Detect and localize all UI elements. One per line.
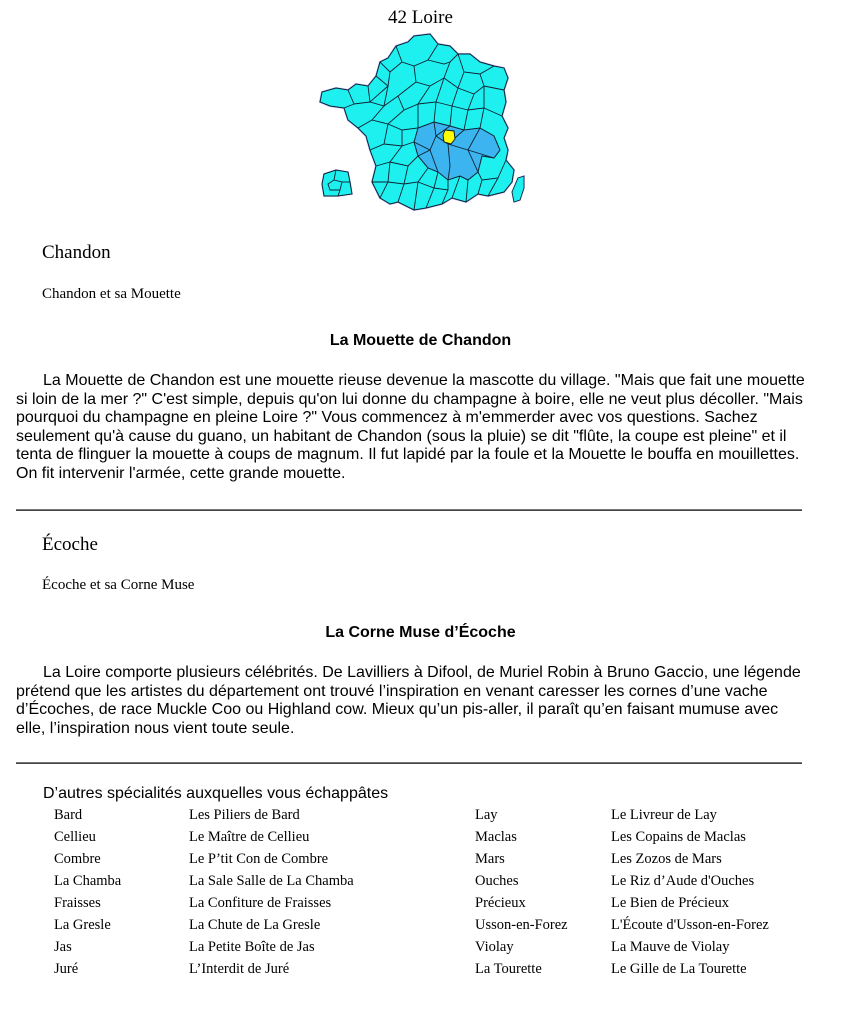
table-row — [0, 895, 841, 917]
speciality-name: La Sale Salle de La Chamba — [189, 873, 354, 889]
town-name: Juré — [54, 961, 79, 977]
speciality-name: Le Maître de Cellieu — [189, 829, 310, 845]
speciality-name: La Confiture de Fraisses — [189, 895, 332, 911]
speciality-name: Les Zozos de Mars — [611, 851, 722, 867]
town-name: La Tourette — [475, 961, 542, 977]
town-name: Usson-en-Forez — [475, 917, 568, 933]
table-row — [0, 851, 841, 873]
town-name: Cellieu — [54, 829, 96, 845]
town-subtitle-chandon: Chandon et sa Mouette — [42, 286, 181, 302]
speciality-name: Le Bien de Précieux — [611, 895, 729, 911]
town-name: Bard — [54, 807, 83, 823]
town-name: Ouches — [475, 873, 519, 889]
speciality-name: La Chute de La Gresle — [189, 917, 321, 933]
town-name: Mars — [475, 851, 505, 867]
speciality-name: Le P’tit Con de Combre — [189, 851, 329, 867]
town-subtitle-ecoche: Écoche et sa Corne Muse — [42, 577, 195, 593]
table-row — [0, 873, 841, 895]
speciality-name: L'Écoute d'Usson-en-Forez — [611, 917, 769, 933]
france-map-icon — [318, 32, 538, 217]
town-name: Fraisses — [54, 895, 101, 911]
speciality-name: La Mauve de Violay — [611, 939, 730, 955]
table-row — [0, 961, 841, 983]
town-name: Maclas — [475, 829, 517, 845]
table-row — [0, 939, 841, 961]
table-row — [0, 829, 841, 851]
others-title: D’autres spécialités auxquelles vous échappâtes — [43, 785, 389, 802]
table-row — [0, 917, 841, 939]
speciality-name: L’Interdit de Juré — [189, 961, 290, 977]
speciality-name: Le Riz d’Aude d'Ouches — [611, 873, 755, 889]
town-name: Combre — [54, 851, 101, 867]
story-body-ecoche: La Loire comporte plusieurs célébrités. De Lavilliers à Difool, de Muriel Robin à Bruno Gaccio, une légende prétend que les artistes du département ont trouvé l’inspiration en venant caresser les cornes d’une vache d’Écoches, de race Muckle Coo ou Highland cow. Mieux qu’un pis-aller, il paraît qu’en faisant mumuse avec elle, l’inspiration nous vient toute seule. — [16, 664, 801, 737]
department-title: 42 Loire — [388, 7, 453, 28]
speciality-name: Le Gille de La Tourette — [611, 961, 747, 977]
town-name: La Gresle — [54, 917, 111, 933]
speciality-name: Les Copains de Maclas — [611, 829, 746, 845]
town-name: Jas — [54, 939, 72, 955]
town-name: La Chamba — [54, 873, 122, 889]
town-name: Lay — [475, 807, 498, 823]
section-divider — [16, 762, 802, 764]
speciality-name: Les Piliers de Bard — [189, 807, 300, 823]
others-table — [0, 807, 841, 983]
story-body-chandon: La Mouette de Chandon est une mouette rieuse devenue la mascotte du village. "Mais que fait une mouette si loin de la mer ?" C'est simple, depuis qu'on lui donne du champagne à boire, elle ne veut plus décoller. "Mais pourquoi du champagne en pleine Loire ?" Vous commencez à m'emmerder avec vos questions. Sachez seulement qu'à cause du guano, un habitant de Chandon (sous la pluie) se dit "flûte, la coupe est pleine" et il tenta de flinguer la mouette à coups de magnum. Il fut lapidé par la foule et la Mouette le bouffa en mouillettes. On fit intervenir l'armée, cette grande mouette. — [16, 372, 805, 482]
story-title-ecoche: La Corne Muse d’Écoche — [325, 624, 516, 641]
speciality-name: La Petite Boîte de Jas — [189, 939, 315, 955]
town-name: Précieux — [475, 895, 526, 911]
story-title-chandon: La Mouette de Chandon — [329, 332, 512, 349]
town-name: Violay — [475, 939, 514, 955]
town-heading-chandon: Chandon — [42, 242, 111, 263]
town-heading-ecoche: Écoche — [42, 534, 98, 555]
speciality-name: Le Livreur de Lay — [611, 807, 717, 823]
table-row — [0, 807, 841, 829]
section-divider — [16, 509, 802, 511]
